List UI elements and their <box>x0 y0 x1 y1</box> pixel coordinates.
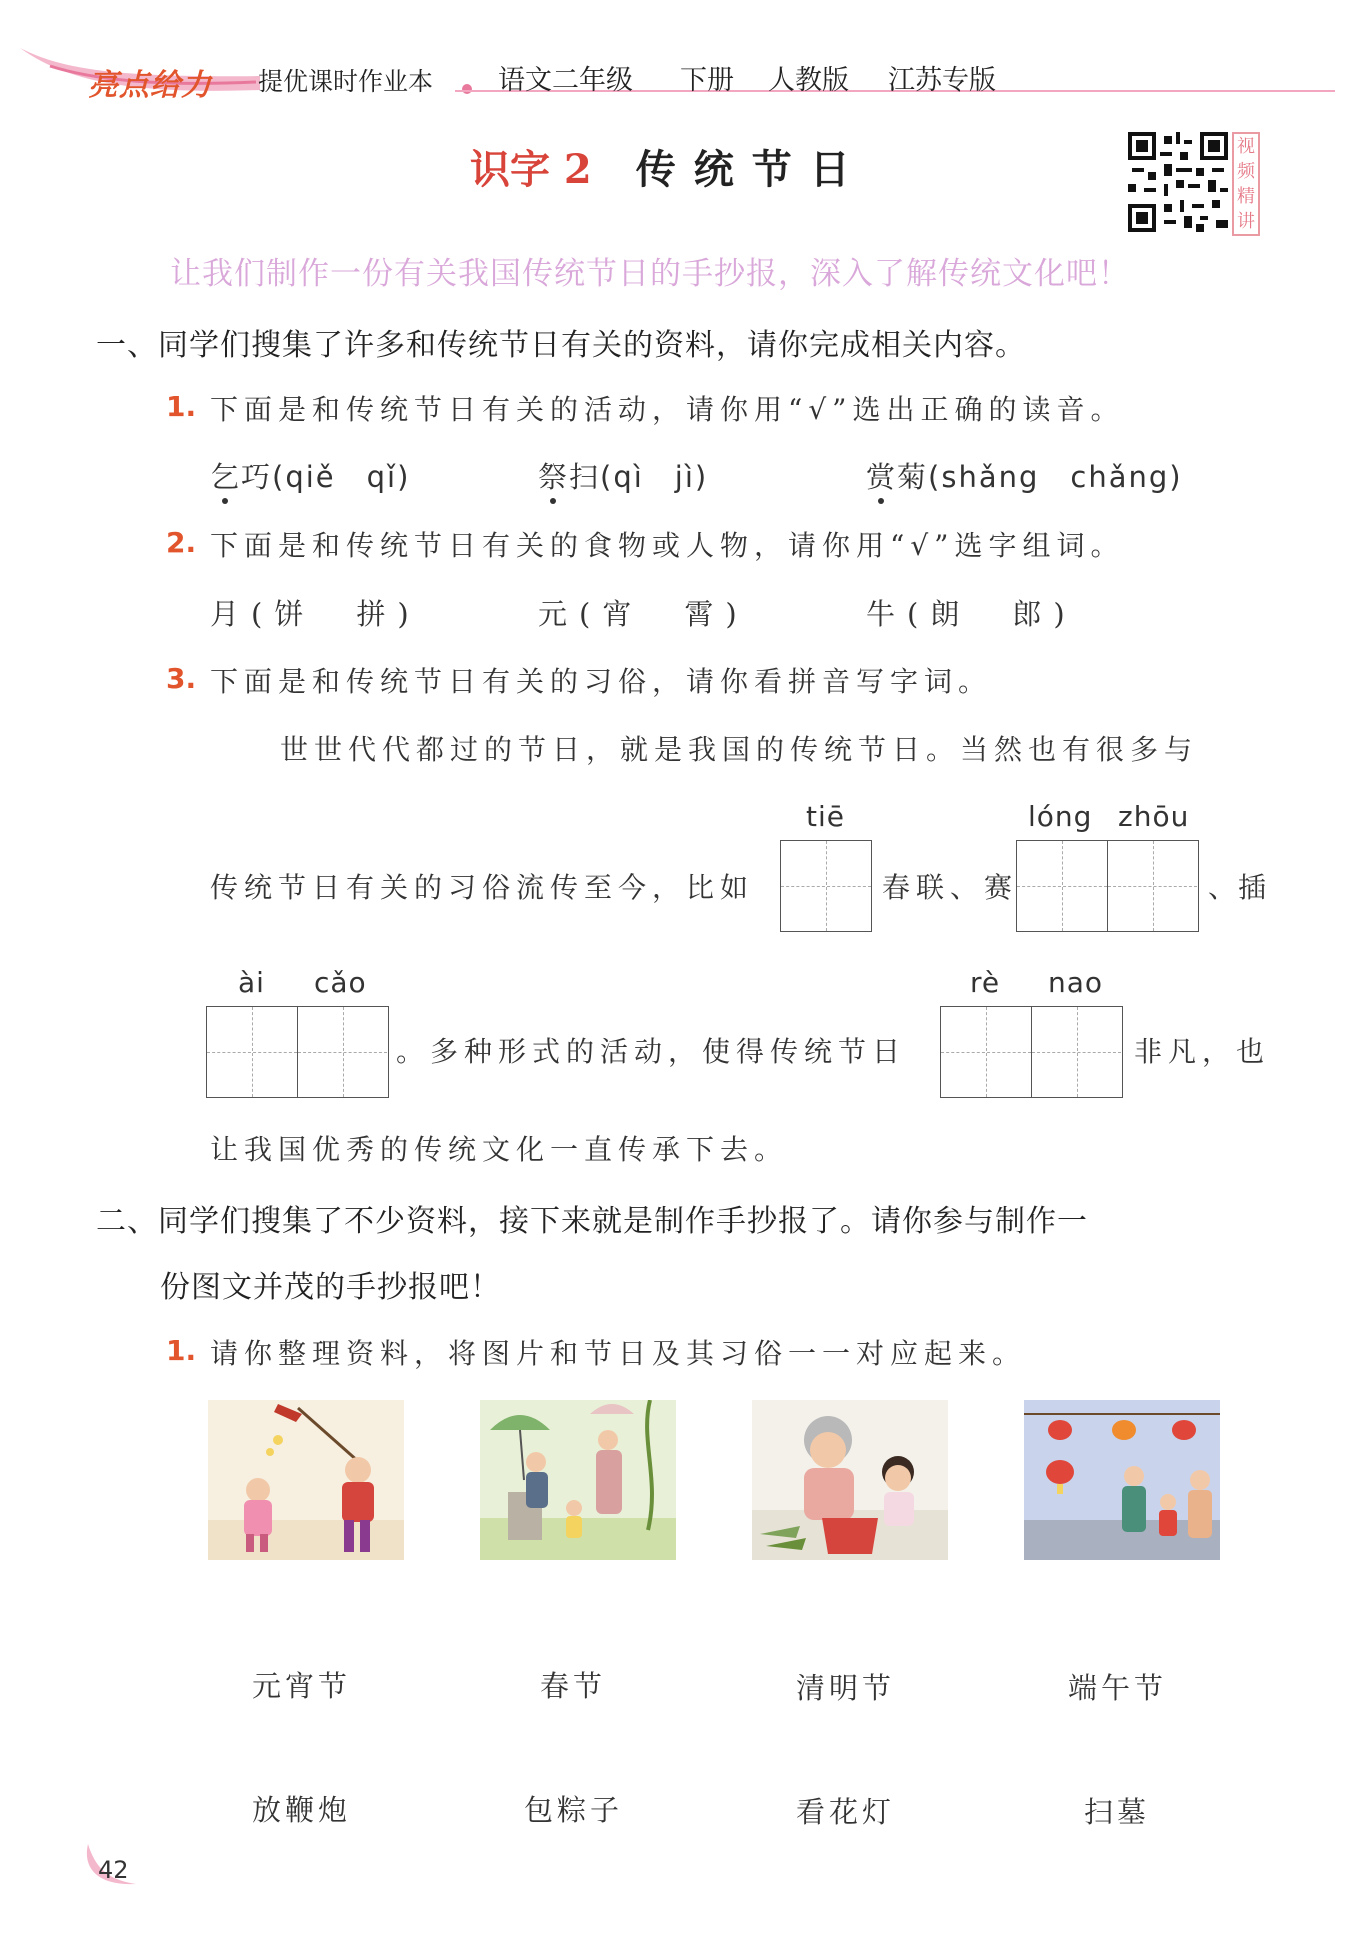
s2-q1-text: 请你整理资料，将图片和节日及其习俗一一对应起来。 <box>210 1337 1027 1370</box>
answer-cell[interactable] <box>1107 841 1197 931</box>
item-options[interactable]: (饼 拼) <box>251 597 421 631</box>
item-word: 月 <box>210 597 252 631</box>
passage-line-3a: 。多种形式的活动，使得传统节日 <box>396 1035 907 1068</box>
festival-label[interactable]: 端午节 <box>1068 1671 1168 1705</box>
passage-line-3b: 非凡，也 <box>1134 1035 1271 1068</box>
answer-cell[interactable] <box>781 841 871 931</box>
pinyin-tie: tiē <box>806 800 845 833</box>
pronunciation-item <box>866 455 1183 496</box>
header-subject: 语文二年级 <box>498 65 633 96</box>
emphasis-dot <box>550 498 556 504</box>
answer-cell[interactable] <box>207 1007 297 1097</box>
header-region: 江苏专版 <box>888 65 996 96</box>
answer-cell[interactable] <box>297 1007 387 1097</box>
pronunciation-item <box>210 455 410 496</box>
answer-box-aicao[interactable] <box>206 1006 389 1098</box>
custom-label[interactable]: 看花灯 <box>796 1795 896 1829</box>
emphasis-dot <box>222 498 228 504</box>
answer-box-longzhou[interactable] <box>1016 840 1199 932</box>
section-2-heading-line2: 份图文并茂的手抄报吧！ <box>160 1270 501 1305</box>
q2-text: 下面是和传统节日有关的食物或人物，请你用“√”选字组词。 <box>210 529 1125 562</box>
passage-line-2c: 、插 <box>1208 871 1269 904</box>
pinyin-nao: nao <box>1048 966 1104 999</box>
book-series: 提优课时作业本 <box>258 67 434 96</box>
word-choice-item <box>538 592 749 633</box>
item-options[interactable]: (宵 霄) <box>579 597 749 631</box>
video-tag-char: 视 <box>1237 136 1255 157</box>
item-word: 乞巧 <box>210 460 273 494</box>
pinyin-re: rè <box>970 966 1001 999</box>
pronunciation-item <box>538 455 708 496</box>
item-word: 赏菊 <box>866 460 929 494</box>
video-tag-char: 频 <box>1237 161 1255 182</box>
lesson-name: 传统节日 <box>635 146 868 193</box>
video-lecture-tag[interactable] <box>1232 132 1260 236</box>
firecracker-picture[interactable] <box>208 1400 404 1560</box>
custom-label[interactable]: 放鞭炮 <box>252 1793 352 1827</box>
item-word: 祭扫 <box>538 460 601 494</box>
item-options[interactable]: (shǎng chǎng) <box>928 460 1183 494</box>
custom-label[interactable]: 扫墓 <box>1084 1795 1151 1829</box>
tomb-sweeping-picture[interactable] <box>480 1400 676 1560</box>
page-number: 42 <box>98 1856 129 1884</box>
video-tag-char: 讲 <box>1237 211 1255 232</box>
answer-box-renao[interactable] <box>940 1006 1123 1098</box>
item-word: 元 <box>538 597 580 631</box>
pinyin-long: lóng <box>1028 800 1093 833</box>
passage-line-4: 让我国优秀的传统文化一直传承下去。 <box>210 1133 789 1166</box>
lantern-festival-picture[interactable] <box>1024 1400 1220 1560</box>
festival-label[interactable]: 元宵节 <box>252 1669 352 1703</box>
section-1-heading: 一、同学们搜集了许多和传统节日有关的资料，请你完成相关内容。 <box>96 328 1026 363</box>
item-options[interactable]: (qì jì) <box>600 460 709 494</box>
passage-line-2a: 传统节日有关的习俗流传至今，比如 <box>210 871 755 904</box>
section-2-heading-line1: 二、同学们搜集了不少资料，接下来就是制作手抄报了。请你参与制作一 <box>96 1204 1088 1239</box>
festival-label[interactable]: 春节 <box>540 1669 607 1703</box>
q3-number: 3. <box>166 662 197 695</box>
s2-q1-number: 1. <box>166 1334 197 1367</box>
answer-cell[interactable] <box>1031 1007 1121 1097</box>
header-volume: 下册 <box>680 65 734 96</box>
lesson-number: 识字 2 <box>470 146 592 193</box>
word-choice-item <box>866 592 1077 633</box>
header-edition: 人教版 <box>768 65 849 96</box>
pinyin-zhou: zhōu <box>1118 800 1190 833</box>
header-dot <box>462 84 472 94</box>
video-tag-char: 精 <box>1237 186 1255 207</box>
answer-cell[interactable] <box>941 1007 1031 1097</box>
item-options[interactable]: (qiě qǐ) <box>272 460 411 494</box>
brand-logo: 亮点给力 <box>88 68 212 103</box>
answer-box-tie[interactable] <box>780 840 872 932</box>
making-zongzi-picture[interactable] <box>752 1400 948 1560</box>
item-options[interactable]: (朗 郎) <box>907 597 1077 631</box>
q2-number: 2. <box>166 526 197 559</box>
passage-line-1: 世世代代都过的节日，就是我国的传统节日。当然也有很多与 <box>280 733 1199 766</box>
lesson-title <box>470 138 868 195</box>
item-word: 牛 <box>866 597 908 631</box>
answer-cell[interactable] <box>1017 841 1107 931</box>
intro-banner: 让我们制作一份有关我国传统节日的手抄报，深入了解传统文化吧！ <box>170 256 1130 292</box>
q1-text: 下面是和传统节日有关的活动，请你用“√”选出正确的读音。 <box>210 393 1125 426</box>
word-choice-item <box>210 592 421 633</box>
emphasis-dot <box>878 498 884 504</box>
pinyin-ai: ài <box>238 966 265 999</box>
passage-line-2b: 春联、赛 <box>882 871 1019 904</box>
festival-label[interactable]: 清明节 <box>796 1671 896 1705</box>
q3-text: 下面是和传统节日有关的习俗，请你看拼音写字词。 <box>210 665 993 698</box>
custom-label[interactable]: 包粽子 <box>524 1793 624 1827</box>
pinyin-cao: cǎo <box>314 966 367 999</box>
q1-number: 1. <box>166 390 197 423</box>
qr-code-icon[interactable] <box>1128 132 1228 232</box>
